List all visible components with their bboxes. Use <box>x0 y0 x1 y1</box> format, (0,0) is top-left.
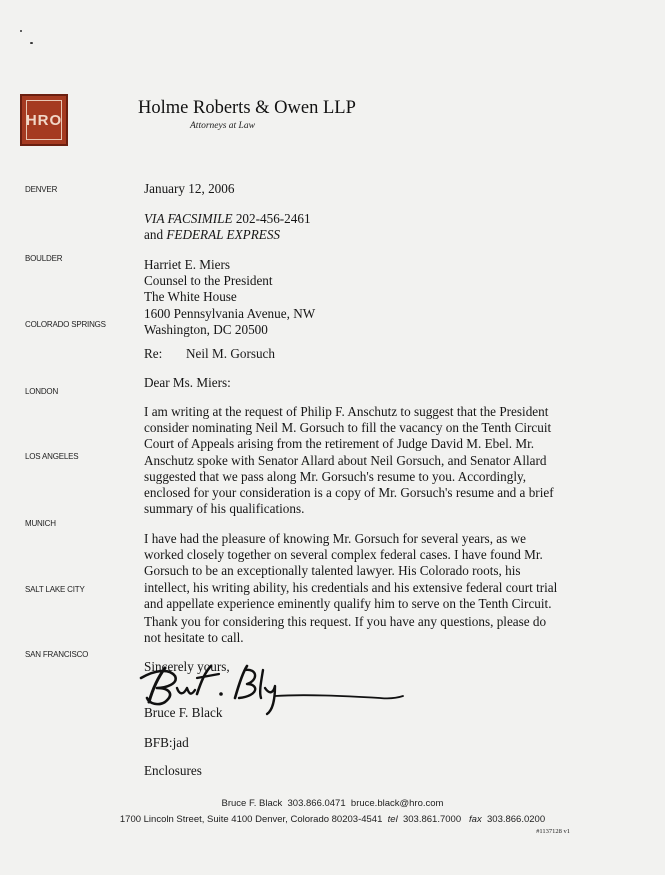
recipient-line: Harriet E. Miers <box>144 257 231 272</box>
footer-tel: 303.861.7000 <box>402 814 462 825</box>
paragraph-line: consider nominating Neil M. Gorsuch to fill the vacancy on the Tenth Circuit <box>144 420 552 436</box>
recipient-line: 1600 Pennsylvania Avenue, NW <box>144 305 316 321</box>
firm-tagline: Attorneys at Law <box>190 121 255 131</box>
logo-text: HRO <box>26 100 62 140</box>
paragraph-line: Anschutz spoke with Senator Allard about Neil Gorsuch, and Senator Allard <box>144 452 547 468</box>
recipient-line: Washington, DC 20500 <box>144 321 268 337</box>
salutation: Dear Ms. Miers: <box>144 375 231 390</box>
paragraph-line: summary of his qualifications. <box>144 501 305 517</box>
office-denver: DENVER <box>25 185 58 194</box>
delivery-via: VIA FACSIMILE <box>144 211 233 226</box>
paragraph-line: intellect, his writing ability, his credentials and his extensive federal court trial <box>144 579 558 595</box>
paragraph-line: not hesitate to call. <box>144 630 244 646</box>
recipient-line: Counsel to the President <box>144 273 273 289</box>
footer-name: Bruce F. Black <box>221 798 283 809</box>
office-san-francisco: SAN FRANCISCO <box>25 650 89 659</box>
delivery-and: and <box>144 227 164 243</box>
paragraph-line: worked closely together on several complex federal cases. I have found Mr. <box>144 547 543 563</box>
footer-contact <box>0 798 665 809</box>
footer-email: bruce.black@hro.com <box>350 798 444 809</box>
scan-speck <box>30 42 33 44</box>
document-number: #1137128 v1 <box>536 828 570 835</box>
paragraph-line: enclosed for your consideration is a copy of Mr. Gorsuch's resume and a brief <box>144 485 554 501</box>
firm-logo <box>20 94 68 146</box>
scan-speck <box>20 30 22 32</box>
paragraph-line: and appellate experience eminently qualify him to serve on the Tenth Circuit. <box>144 595 552 611</box>
typist-initials: BFB:jad <box>144 735 189 750</box>
paragraph-line: suggested that we pass along Mr. Gorsuch's resume to you. Accordingly, <box>144 468 527 484</box>
footer-phone: 303.866.0471 <box>287 798 346 809</box>
paragraph-line: Gorsuch to be an exceptionally talented lawyer. His Colorado roots, his <box>144 563 521 579</box>
delivery-fax-number: 202-456-2461 <box>235 211 311 226</box>
footer-address: 1700 Lincoln Street, Suite 4100 Denver, Colorado 80203-4541 <box>119 814 383 825</box>
paragraph-3 <box>144 614 589 646</box>
footer-fax-label: fax <box>469 814 482 825</box>
paragraph-line: I am writing at the request of Philip F. Anschutz to suggest that the President <box>144 404 549 419</box>
paragraph-line: Court of Appeals arising from the retirement of Judge David M. Ebel. Mr. <box>144 436 535 452</box>
office-colorado-springs: COLORADO SPRINGS <box>25 320 106 329</box>
signer-name: Bruce F. Black <box>144 705 223 720</box>
recipient-address <box>144 257 315 338</box>
office-los-angeles: LOS ANGELES <box>25 452 79 461</box>
closing: Sincerely yours, <box>144 659 230 674</box>
delivery-method <box>144 211 311 243</box>
paragraph-line: I have had the pleasure of knowing Mr. Gorsuch for several years, as we <box>144 531 526 546</box>
paragraph-1 <box>144 404 589 517</box>
office-london: LONDON <box>25 387 59 396</box>
footer-address-line <box>0 814 665 825</box>
office-salt-lake-city: SALT LAKE CITY <box>25 585 85 594</box>
footer-fax: 303.866.0200 <box>487 814 546 825</box>
paragraph-2 <box>144 531 589 612</box>
paragraph-line: Thank you for considering this request. If you have any questions, please do <box>144 614 547 629</box>
re-subject: Neil M. Gorsuch <box>186 346 276 361</box>
letter-date: January 12, 2006 <box>144 181 235 196</box>
enclosures-note: Enclosures <box>144 763 202 778</box>
firm-name: Holme Roberts & Owen LLP <box>138 98 356 118</box>
re-label: Re: <box>144 346 163 361</box>
footer-tel-label: tel <box>387 814 398 825</box>
recipient-line: The White House <box>144 289 237 305</box>
delivery-express: FEDERAL EXPRESS <box>166 227 281 243</box>
office-boulder: BOULDER <box>25 254 63 263</box>
office-munich: MUNICH <box>25 519 56 528</box>
